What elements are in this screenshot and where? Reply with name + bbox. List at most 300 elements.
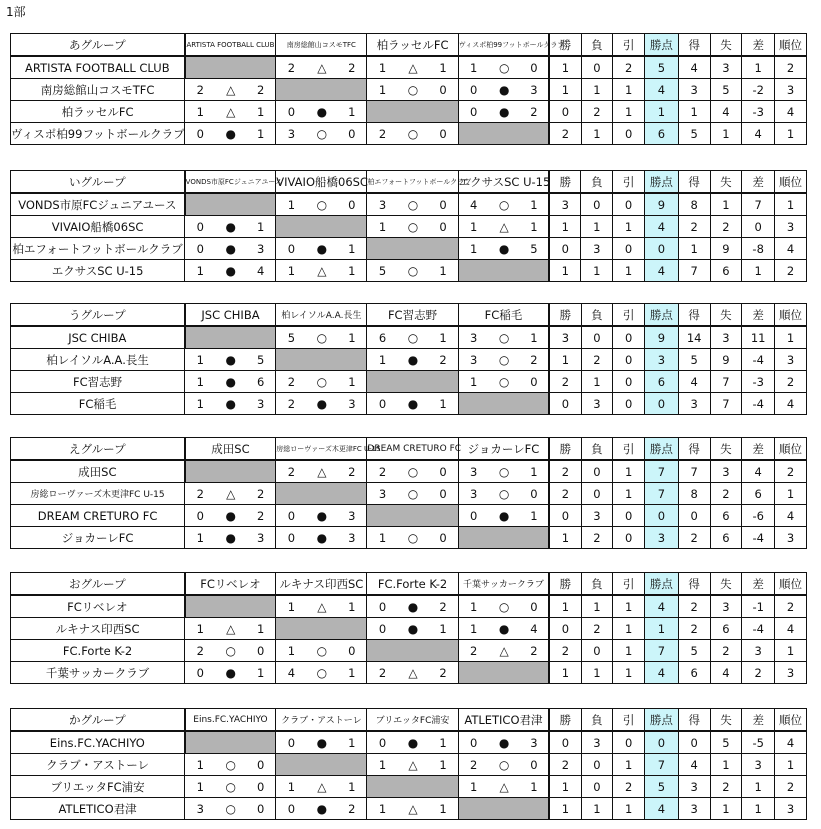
draws-cell: 1 [613, 460, 645, 483]
goals-for: 0 [185, 505, 216, 527]
rank-cell: 2 [775, 776, 807, 798]
result-mark: ○ [307, 326, 338, 349]
points-cell: 5 [645, 56, 679, 79]
team-name: ATLETICO君津 [11, 798, 185, 820]
wins-cell: 3 [549, 326, 581, 349]
goals-for: 0 [276, 798, 307, 820]
goals-for: 0 [276, 527, 307, 549]
losses-cell: 0 [581, 326, 613, 349]
result-mark: ● [215, 527, 246, 549]
goals-for: 0 [185, 238, 216, 260]
team-name: DREAM CRETURO FC [11, 505, 185, 527]
draws-cell: 0 [613, 326, 645, 349]
result-mark: ○ [215, 754, 246, 776]
draws-cell: 0 [613, 193, 645, 216]
goal-difference-cell: 1 [742, 56, 775, 79]
losses-cell: 1 [581, 662, 613, 684]
goals-against: 3 [337, 527, 367, 549]
self-match-cell [185, 595, 276, 618]
stat-header: 順位 [775, 304, 807, 327]
self-match-cell [185, 460, 276, 483]
wins-cell: 0 [549, 618, 581, 640]
goals-against: 0 [337, 193, 367, 216]
opponent-header: ジョカーレFC [458, 438, 549, 461]
result-mark: ○ [489, 349, 520, 371]
stat-header: 差 [742, 171, 775, 194]
goals-against: 0 [337, 640, 367, 662]
goals-against: 1 [337, 101, 367, 123]
draws-cell: 0 [613, 238, 645, 260]
losses-cell: 2 [581, 349, 613, 371]
result-mark: ○ [306, 123, 337, 145]
points-cell: 0 [644, 238, 678, 260]
goals-against: 2 [520, 640, 550, 662]
team-name: クラブ・アストーレ [11, 754, 185, 776]
team-name: ジョカーレFC [11, 527, 185, 549]
stat-header: 勝点 [644, 171, 678, 194]
points-cell: 4 [645, 798, 679, 820]
goals-against: 0 [428, 79, 458, 101]
goals-conceded-cell: 4 [710, 101, 742, 123]
goals-against: 1 [520, 505, 550, 527]
goals-for: 1 [367, 754, 398, 776]
stat-header: 勝 [549, 304, 581, 327]
rank-cell: 2 [775, 595, 807, 618]
goals-against: 2 [246, 505, 276, 527]
stat-header: 勝点 [645, 438, 679, 461]
draws-cell: 0 [613, 731, 645, 754]
goals-against: 1 [337, 776, 367, 798]
goals-against: 1 [428, 754, 458, 776]
opponent-header: DREAM CRETURO FC [367, 438, 458, 461]
team-name: FC稲毛 [11, 393, 185, 415]
draws-cell: 0 [613, 349, 645, 371]
goals-against: 1 [337, 662, 367, 684]
team-name: 柏レイソルA.A.長生 [11, 349, 185, 371]
group-name: いグループ [11, 171, 185, 194]
goals-conceded-cell: 6 [710, 618, 742, 640]
points-cell: 7 [645, 640, 679, 662]
stat-header: 負 [581, 438, 613, 461]
team-name: FC.Forte K-2 [11, 640, 185, 662]
table-row [11, 798, 807, 820]
wins-cell: 0 [549, 505, 581, 527]
result-mark: ○ [489, 595, 520, 618]
goals-against: 1 [337, 326, 367, 349]
rank-cell: 4 [775, 618, 807, 640]
goal-difference-cell: -4 [742, 618, 775, 640]
draws-cell: 0 [613, 527, 645, 549]
goals-for: 6 [367, 326, 398, 349]
goals-against: 1 [337, 595, 367, 618]
goals-for: 4 [276, 662, 307, 684]
goals-conceded-cell: 2 [710, 640, 742, 662]
result-mark: △ [398, 798, 429, 820]
stat-header: 失 [710, 709, 742, 732]
goals-for: 1 [276, 776, 307, 798]
group-table [10, 33, 807, 145]
goals-conceded-cell: 6 [710, 260, 742, 282]
goals-against: 1 [337, 371, 367, 393]
goals-for: 2 [367, 123, 398, 145]
goals-scored-cell: 8 [678, 193, 710, 216]
goals-for: 1 [185, 101, 216, 123]
goals-against: 2 [246, 483, 276, 505]
goals-against: 0 [246, 776, 276, 798]
goals-against: 1 [428, 260, 458, 282]
group-name: うグループ [11, 304, 185, 327]
goals-against: 0 [428, 483, 458, 505]
stat-header: 失 [710, 304, 742, 327]
result-mark: △ [306, 56, 337, 79]
group-name: えグループ [11, 438, 185, 461]
goals-conceded-cell: 7 [710, 371, 742, 393]
opponent-header: JSC CHIBA [185, 304, 276, 327]
goals-for: 1 [185, 349, 216, 371]
goals-against: 1 [246, 123, 276, 145]
points-cell: 4 [645, 595, 679, 618]
team-name: 柏エフォートフットボールクラブ [11, 238, 185, 260]
stat-header: 差 [742, 438, 775, 461]
goal-difference-cell: -5 [742, 731, 775, 754]
result-mark: ○ [398, 123, 429, 145]
group-table [10, 572, 807, 684]
goals-against: 1 [428, 393, 458, 415]
wins-cell: 1 [549, 798, 581, 820]
goals-for: 1 [185, 393, 216, 415]
stat-header: 失 [710, 34, 742, 57]
goals-for: 1 [276, 193, 307, 216]
self-match-cell [458, 393, 549, 415]
goals-against: 2 [337, 798, 367, 820]
stat-header: 差 [742, 304, 775, 327]
team-name: ヴィスポ柏99フットボールクラブ [11, 123, 185, 145]
group-table [10, 437, 807, 549]
stat-header: 順位 [775, 573, 807, 596]
goals-scored-cell: 8 [678, 483, 710, 505]
opponent-header: 南房総館山コスモTFC [276, 34, 367, 57]
losses-cell: 1 [581, 595, 613, 618]
result-mark: ○ [307, 640, 338, 662]
team-name: 柏ラッセルFC [11, 101, 185, 123]
stat-header: 失 [710, 171, 742, 194]
wins-cell: 0 [549, 238, 581, 260]
goals-for: 0 [185, 216, 216, 238]
table-row [11, 193, 807, 216]
self-match-cell [367, 505, 458, 527]
table-row [11, 349, 807, 371]
goals-against: 1 [337, 260, 367, 282]
goals-against: 0 [520, 483, 550, 505]
goals-scored-cell: 4 [678, 371, 710, 393]
result-mark: ● [215, 123, 246, 145]
stat-header: 勝 [549, 34, 581, 57]
opponent-header: ヴィスポ柏99フットボールクラブ [458, 34, 549, 57]
losses-cell: 0 [581, 460, 613, 483]
goals-scored-cell: 4 [678, 56, 710, 79]
table-row [11, 595, 807, 618]
self-match-cell [276, 349, 367, 371]
wins-cell: 2 [549, 123, 581, 145]
wins-cell: 1 [549, 527, 581, 549]
table-row [11, 326, 807, 349]
result-mark: ● [215, 662, 246, 684]
result-mark: ● [215, 505, 246, 527]
goals-scored-cell: 6 [678, 662, 710, 684]
table-row [11, 640, 807, 662]
goals-against: 0 [520, 56, 550, 79]
goals-for: 1 [458, 238, 489, 260]
table-row [11, 238, 807, 260]
stat-header: 順位 [775, 171, 807, 194]
result-mark: ● [215, 393, 246, 415]
goals-for: 1 [185, 754, 216, 776]
result-mark: △ [398, 662, 429, 684]
team-name: JSC CHIBA [11, 326, 185, 349]
goals-scored-cell: 1 [678, 238, 710, 260]
goals-against: 1 [246, 216, 276, 238]
losses-cell: 0 [581, 754, 613, 776]
goals-for: 2 [185, 483, 216, 505]
draws-cell: 1 [613, 618, 645, 640]
goals-against: 3 [520, 79, 550, 101]
stat-header: 負 [581, 304, 613, 327]
wins-cell: 2 [549, 483, 581, 505]
goals-conceded-cell: 7 [710, 393, 742, 415]
opponent-header: クラブ・アストーレ [276, 709, 367, 732]
team-name: ARTISTA FOOTBALL CLUB [11, 56, 185, 79]
rank-cell: 1 [775, 640, 807, 662]
self-match-cell [276, 79, 367, 101]
goals-against: 3 [246, 527, 276, 549]
goals-scored-cell: 3 [678, 776, 710, 798]
goals-for: 2 [458, 640, 489, 662]
opponent-header: 千葉サッカークラブ [458, 573, 549, 596]
team-name: Eins.FC.YACHIYO [11, 731, 185, 754]
goals-against: 3 [246, 238, 276, 260]
goals-conceded-cell: 1 [710, 798, 742, 820]
draws-cell: 2 [613, 776, 645, 798]
points-cell: 6 [645, 371, 679, 393]
goals-against: 0 [520, 595, 550, 618]
goals-against: 1 [337, 238, 367, 260]
result-mark: ● [306, 101, 337, 123]
result-mark: ○ [398, 216, 429, 238]
goals-against: 0 [428, 123, 458, 145]
wins-cell: 2 [549, 371, 581, 393]
goals-against: 2 [428, 662, 458, 684]
result-mark: ● [398, 731, 429, 754]
stat-header: 順位 [775, 709, 807, 732]
losses-cell: 1 [581, 123, 613, 145]
result-mark: ○ [307, 371, 338, 393]
goal-difference-cell: 3 [742, 640, 775, 662]
stat-header: 負 [581, 171, 613, 194]
goals-against: 1 [428, 798, 458, 820]
points-cell: 4 [645, 79, 679, 101]
team-name: エクサスSC U-15 [11, 260, 185, 282]
result-mark: ● [398, 393, 429, 415]
losses-cell: 1 [581, 798, 613, 820]
goals-for: 0 [276, 238, 307, 260]
self-match-cell [458, 123, 549, 145]
goals-for: 1 [458, 371, 489, 393]
stat-header: 負 [581, 34, 613, 57]
result-mark: ● [307, 505, 338, 527]
stat-header: 負 [581, 709, 613, 732]
goals-conceded-cell: 9 [710, 238, 742, 260]
points-cell: 6 [645, 123, 679, 145]
result-mark: ● [215, 371, 246, 393]
page-title: 1部 [6, 5, 26, 19]
self-match-cell [367, 101, 458, 123]
self-match-cell [276, 483, 367, 505]
goals-scored-cell: 3 [678, 393, 710, 415]
self-match-cell [185, 193, 276, 216]
rank-cell: 2 [775, 260, 807, 282]
self-match-cell [458, 527, 549, 549]
goal-difference-cell: 1 [742, 260, 775, 282]
table-row [11, 731, 807, 754]
goals-scored-cell: 2 [678, 527, 710, 549]
goal-difference-cell: 3 [742, 754, 775, 776]
opponent-header: FC習志野 [367, 304, 458, 327]
self-match-cell [185, 731, 276, 754]
goals-for: 2 [276, 460, 307, 483]
goal-difference-cell: 1 [742, 776, 775, 798]
goals-against: 3 [337, 393, 367, 415]
goals-conceded-cell: 2 [710, 776, 742, 798]
result-mark: ● [489, 238, 520, 260]
goals-for: 0 [276, 101, 307, 123]
table-row [11, 260, 807, 282]
self-match-cell [185, 56, 276, 79]
goals-against: 0 [246, 798, 276, 820]
stat-header: 順位 [775, 438, 807, 461]
goals-against: 3 [337, 505, 367, 527]
goal-difference-cell: -3 [742, 101, 775, 123]
goals-against: 1 [428, 731, 458, 754]
draws-cell: 1 [613, 798, 645, 820]
wins-cell: 1 [549, 56, 581, 79]
goals-against: 6 [246, 371, 276, 393]
goals-against: 2 [337, 56, 367, 79]
points-cell: 7 [645, 754, 679, 776]
goals-against: 4 [246, 260, 276, 282]
points-cell: 3 [645, 349, 679, 371]
goal-difference-cell: -8 [742, 238, 775, 260]
goals-for: 2 [458, 754, 489, 776]
goals-against: 2 [337, 460, 367, 483]
rank-cell: 3 [775, 349, 807, 371]
goals-against: 2 [520, 349, 550, 371]
goals-for: 3 [458, 460, 489, 483]
goals-scored-cell: 5 [678, 123, 710, 145]
rank-cell: 4 [775, 101, 807, 123]
goals-scored-cell: 2 [678, 595, 710, 618]
goals-against: 1 [337, 731, 367, 754]
result-mark: ○ [398, 79, 429, 101]
stat-header: 勝点 [645, 709, 679, 732]
goals-against: 0 [520, 754, 550, 776]
draws-cell: 1 [613, 260, 645, 282]
goals-against: 2 [246, 79, 276, 101]
stat-header: 順位 [775, 34, 807, 57]
goals-for: 2 [367, 460, 398, 483]
goals-against: 1 [428, 56, 458, 79]
rank-cell: 1 [775, 754, 807, 776]
self-match-cell [276, 618, 367, 640]
goals-for: 1 [276, 595, 307, 618]
stat-header: 差 [742, 34, 775, 57]
result-mark: ○ [398, 193, 429, 216]
self-match-cell [276, 754, 367, 776]
losses-cell: 1 [581, 79, 613, 101]
goals-for: 5 [367, 260, 398, 282]
goals-for: 1 [458, 56, 489, 79]
points-cell: 4 [645, 662, 679, 684]
draws-cell: 0 [613, 505, 645, 527]
losses-cell: 2 [581, 101, 613, 123]
wins-cell: 3 [549, 193, 581, 216]
wins-cell: 0 [549, 731, 581, 754]
wins-cell: 1 [549, 595, 581, 618]
result-mark: △ [215, 101, 246, 123]
goals-conceded-cell: 3 [710, 326, 742, 349]
opponent-header: FC稲毛 [458, 304, 549, 327]
stat-header: 勝 [549, 171, 581, 194]
group-name: あグループ [11, 34, 185, 57]
result-mark: ● [215, 260, 246, 282]
self-match-cell [458, 798, 549, 820]
goals-for: 2 [276, 56, 307, 79]
goals-for: 1 [458, 595, 489, 618]
table-row [11, 56, 807, 79]
goals-against: 1 [428, 326, 458, 349]
stat-header: 得 [678, 573, 710, 596]
stat-header: 失 [710, 438, 742, 461]
goals-for: 1 [367, 79, 398, 101]
team-name: ブリエッタFC浦安 [11, 776, 185, 798]
goals-against: 0 [520, 371, 550, 393]
stat-header: 得 [678, 709, 710, 732]
goal-difference-cell: 4 [742, 460, 775, 483]
draws-cell: 1 [613, 216, 645, 238]
rank-cell: 4 [775, 238, 807, 260]
losses-cell: 0 [581, 640, 613, 662]
stat-header: 得 [678, 34, 710, 57]
goals-for: 3 [458, 349, 489, 371]
stat-header: 差 [742, 709, 775, 732]
goals-against: 1 [520, 460, 550, 483]
table-row [11, 618, 807, 640]
result-mark: ○ [307, 662, 338, 684]
goals-for: 0 [185, 123, 216, 145]
stat-header: 引 [613, 304, 645, 327]
goals-scored-cell: 0 [678, 731, 710, 754]
goals-conceded-cell: 3 [710, 460, 742, 483]
result-mark: ○ [215, 640, 246, 662]
points-cell: 7 [645, 483, 679, 505]
result-mark: △ [215, 483, 246, 505]
goals-against: 0 [246, 754, 276, 776]
goals-conceded-cell: 1 [710, 754, 742, 776]
goals-scored-cell: 0 [678, 505, 710, 527]
table-row [11, 776, 807, 798]
goals-against: 1 [428, 618, 458, 640]
result-mark: ● [489, 101, 520, 123]
rank-cell: 3 [775, 798, 807, 820]
